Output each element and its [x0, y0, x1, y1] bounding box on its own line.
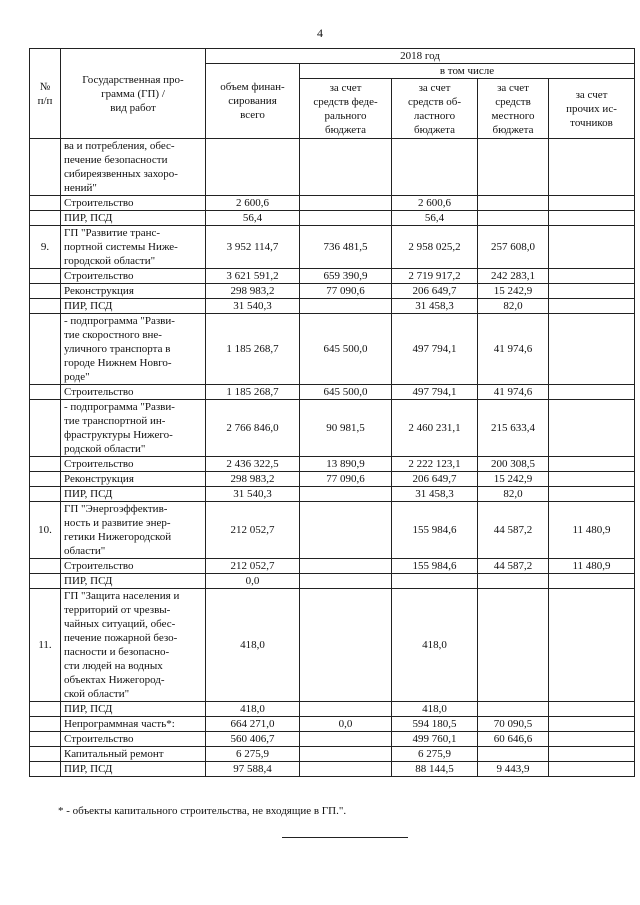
cell-federal — [300, 502, 392, 559]
cell-federal — [300, 702, 392, 717]
row-name: Непрограммная часть*: — [61, 717, 206, 732]
cell-local: 82,0 — [478, 299, 549, 314]
cell-total: 664 271,0 — [206, 717, 300, 732]
cell-local — [478, 589, 549, 702]
cell-local: 82,0 — [478, 487, 549, 502]
table-header — [30, 49, 635, 139]
cell-regional: 206 649,7 — [392, 284, 478, 299]
cell-federal: 0,0 — [300, 717, 392, 732]
cell-other: 11 480,9 — [549, 559, 635, 574]
table-body — [30, 139, 635, 777]
cell-federal — [300, 747, 392, 762]
cell-local: 44 587,2 — [478, 559, 549, 574]
cell-federal — [300, 211, 392, 226]
cell-federal — [300, 559, 392, 574]
cell-other — [549, 299, 635, 314]
cell-local: 41 974,6 — [478, 314, 549, 385]
cell-federal: 645 500,0 — [300, 385, 392, 400]
table-row — [30, 269, 635, 284]
cell-local: 41 974,6 — [478, 385, 549, 400]
cell-regional: 56,4 — [392, 211, 478, 226]
header-regional: за счет средств об- ластного бюджета — [392, 79, 478, 139]
row-name: ПИР, ПСД — [61, 487, 206, 502]
row-number — [30, 196, 61, 211]
budget-table — [29, 48, 635, 777]
cell-total — [206, 139, 300, 196]
row-number — [30, 314, 61, 385]
row-number — [30, 574, 61, 589]
header-local: за счет средств местного бюджета — [478, 79, 549, 139]
row-name: ПИР, ПСД — [61, 574, 206, 589]
cell-local: 15 242,9 — [478, 472, 549, 487]
cell-local: 15 242,9 — [478, 284, 549, 299]
table-row — [30, 284, 635, 299]
row-number — [30, 457, 61, 472]
cell-total: 212 052,7 — [206, 502, 300, 559]
header-including: в том числе — [300, 64, 635, 79]
cell-total: 31 540,3 — [206, 299, 300, 314]
table-row — [30, 226, 635, 269]
row-number — [30, 139, 61, 196]
cell-total: 2 766 846,0 — [206, 400, 300, 457]
cell-other — [549, 702, 635, 717]
row-name: Строительство — [61, 385, 206, 400]
cell-other — [549, 385, 635, 400]
cell-local: 215 633,4 — [478, 400, 549, 457]
cell-regional: 2 719 917,2 — [392, 269, 478, 284]
cell-local: 70 090,5 — [478, 717, 549, 732]
cell-total: 6 275,9 — [206, 747, 300, 762]
table-row — [30, 762, 635, 777]
row-number — [30, 284, 61, 299]
row-name: Строительство — [61, 269, 206, 284]
cell-other — [549, 717, 635, 732]
table-row — [30, 299, 635, 314]
row-name: ПИР, ПСД — [61, 211, 206, 226]
cell-federal: 90 981,5 — [300, 400, 392, 457]
cell-other: 11 480,9 — [549, 502, 635, 559]
cell-other — [549, 762, 635, 777]
cell-total: 0,0 — [206, 574, 300, 589]
cell-total: 560 406,7 — [206, 732, 300, 747]
cell-regional: 2 958 025,2 — [392, 226, 478, 269]
row-name: Строительство — [61, 196, 206, 211]
cell-total: 298 983,2 — [206, 472, 300, 487]
row-name: - подпрограмма "Разви- тие скоростного вне- уличного транспорта в городе Нижнем Новго- роде" — [61, 314, 206, 385]
cell-local: 60 646,6 — [478, 732, 549, 747]
table-row — [30, 732, 635, 747]
cell-federal: 645 500,0 — [300, 314, 392, 385]
cell-regional: 418,0 — [392, 702, 478, 717]
cell-local: 242 283,1 — [478, 269, 549, 284]
row-number — [30, 732, 61, 747]
table-row — [30, 717, 635, 732]
cell-other — [549, 139, 635, 196]
cell-total: 3 621 591,2 — [206, 269, 300, 284]
header-federal: за счет средств феде- рального бюджета — [300, 79, 392, 139]
row-name: Строительство — [61, 559, 206, 574]
cell-other — [549, 269, 635, 284]
table-row — [30, 589, 635, 702]
row-number — [30, 269, 61, 284]
cell-regional: 6 275,9 — [392, 747, 478, 762]
cell-regional: 499 760,1 — [392, 732, 478, 747]
cell-federal: 659 390,9 — [300, 269, 392, 284]
cell-other — [549, 472, 635, 487]
cell-total: 1 185 268,7 — [206, 385, 300, 400]
table-row — [30, 502, 635, 559]
row-name: ГП "Развитие транс- портной системы Ниже- городской области" — [61, 226, 206, 269]
table-row — [30, 139, 635, 196]
cell-regional: 31 458,3 — [392, 487, 478, 502]
table-row — [30, 314, 635, 385]
cell-total: 212 052,7 — [206, 559, 300, 574]
row-name: - подпрограмма "Разви- тие транспортной ин- фраструктуры Нижего- родской области" — [61, 400, 206, 457]
table-row — [30, 472, 635, 487]
cell-total: 2 600,6 — [206, 196, 300, 211]
table-row — [30, 487, 635, 502]
row-name: ПИР, ПСД — [61, 299, 206, 314]
row-number — [30, 299, 61, 314]
header-program: Государственная про- грамма (ГП) / вид работ — [61, 49, 206, 139]
row-number: 10. — [30, 502, 61, 559]
cell-local: 200 308,5 — [478, 457, 549, 472]
cell-regional: 155 984,6 — [392, 559, 478, 574]
row-name: Реконструкция — [61, 472, 206, 487]
row-number — [30, 717, 61, 732]
cell-total: 2 436 322,5 — [206, 457, 300, 472]
cell-regional: 418,0 — [392, 589, 478, 702]
cell-total: 418,0 — [206, 702, 300, 717]
table-row — [30, 385, 635, 400]
cell-other — [549, 211, 635, 226]
cell-other — [549, 400, 635, 457]
row-number — [30, 487, 61, 502]
cell-federal: 77 090,6 — [300, 472, 392, 487]
row-name: ГП "Защита населения и территорий от чрезвы- чайных ситуаций, обес- печение пожарной безо- пасности и безопасно- сти людей на водных объектах Нижегород- ской области" — [61, 589, 206, 702]
cell-federal — [300, 196, 392, 211]
row-number — [30, 702, 61, 717]
cell-local — [478, 139, 549, 196]
cell-regional: 497 794,1 — [392, 385, 478, 400]
cell-other — [549, 226, 635, 269]
table-row — [30, 702, 635, 717]
table-row — [30, 400, 635, 457]
row-number — [30, 747, 61, 762]
row-name: ва и потребления, обес- печение безопасности сибиреязвенных захоро- нений" — [61, 139, 206, 196]
cell-local — [478, 747, 549, 762]
row-name: ПИР, ПСД — [61, 762, 206, 777]
cell-federal — [300, 299, 392, 314]
cell-total: 31 540,3 — [206, 487, 300, 502]
row-number — [30, 400, 61, 457]
cell-regional: 497 794,1 — [392, 314, 478, 385]
header-num: № п/п — [30, 49, 61, 139]
cell-total: 418,0 — [206, 589, 300, 702]
cell-other — [549, 732, 635, 747]
row-number: 9. — [30, 226, 61, 269]
cell-regional — [392, 139, 478, 196]
cell-regional: 2 222 123,1 — [392, 457, 478, 472]
cell-total: 298 983,2 — [206, 284, 300, 299]
row-name: ГП "Энергоэффектив- ность и развитие энер- гетики Нижегородской области" — [61, 502, 206, 559]
cell-federal — [300, 762, 392, 777]
row-name: Строительство — [61, 732, 206, 747]
cell-other — [549, 487, 635, 502]
header-year: 2018 год — [206, 49, 635, 64]
row-name: Реконструкция — [61, 284, 206, 299]
cell-local: 44 587,2 — [478, 502, 549, 559]
cell-local — [478, 702, 549, 717]
cell-local — [478, 196, 549, 211]
cell-other — [549, 457, 635, 472]
cell-regional: 594 180,5 — [392, 717, 478, 732]
cell-federal — [300, 487, 392, 502]
table-row — [30, 457, 635, 472]
cell-regional: 155 984,6 — [392, 502, 478, 559]
cell-local: 257 608,0 — [478, 226, 549, 269]
row-name: ПИР, ПСД — [61, 702, 206, 717]
cell-local — [478, 211, 549, 226]
cell-total: 97 588,4 — [206, 762, 300, 777]
cell-federal: 77 090,6 — [300, 284, 392, 299]
cell-federal — [300, 139, 392, 196]
cell-regional — [392, 574, 478, 589]
row-number: 11. — [30, 589, 61, 702]
cell-other — [549, 314, 635, 385]
cell-regional: 31 458,3 — [392, 299, 478, 314]
cell-local — [478, 574, 549, 589]
table-row — [30, 559, 635, 574]
row-number — [30, 762, 61, 777]
page-number: 4 — [317, 26, 323, 40]
row-number — [30, 472, 61, 487]
table-row — [30, 211, 635, 226]
cell-regional: 206 649,7 — [392, 472, 478, 487]
footnote: * - объекты капитального строительства, не входящие в ГП.". — [58, 805, 347, 817]
cell-other — [549, 747, 635, 762]
cell-total: 56,4 — [206, 211, 300, 226]
cell-other — [549, 284, 635, 299]
header-other: за счет прочих ис- точников — [549, 79, 635, 139]
table-row — [30, 196, 635, 211]
cell-regional: 88 144,5 — [392, 762, 478, 777]
row-name: Капитальный ремонт — [61, 747, 206, 762]
cell-other — [549, 574, 635, 589]
table-row — [30, 574, 635, 589]
header-total: объем финан- сирования всего — [206, 64, 300, 139]
row-number — [30, 385, 61, 400]
cell-total: 1 185 268,7 — [206, 314, 300, 385]
cell-regional: 2 600,6 — [392, 196, 478, 211]
row-number — [30, 211, 61, 226]
cell-other — [549, 196, 635, 211]
cell-federal — [300, 589, 392, 702]
cell-regional: 2 460 231,1 — [392, 400, 478, 457]
row-number — [30, 559, 61, 574]
table-row — [30, 747, 635, 762]
end-rule — [282, 837, 408, 838]
cell-other — [549, 589, 635, 702]
cell-federal: 736 481,5 — [300, 226, 392, 269]
cell-federal — [300, 732, 392, 747]
row-name: Строительство — [61, 457, 206, 472]
cell-federal: 13 890,9 — [300, 457, 392, 472]
cell-federal — [300, 574, 392, 589]
cell-local: 9 443,9 — [478, 762, 549, 777]
cell-total: 3 952 114,7 — [206, 226, 300, 269]
